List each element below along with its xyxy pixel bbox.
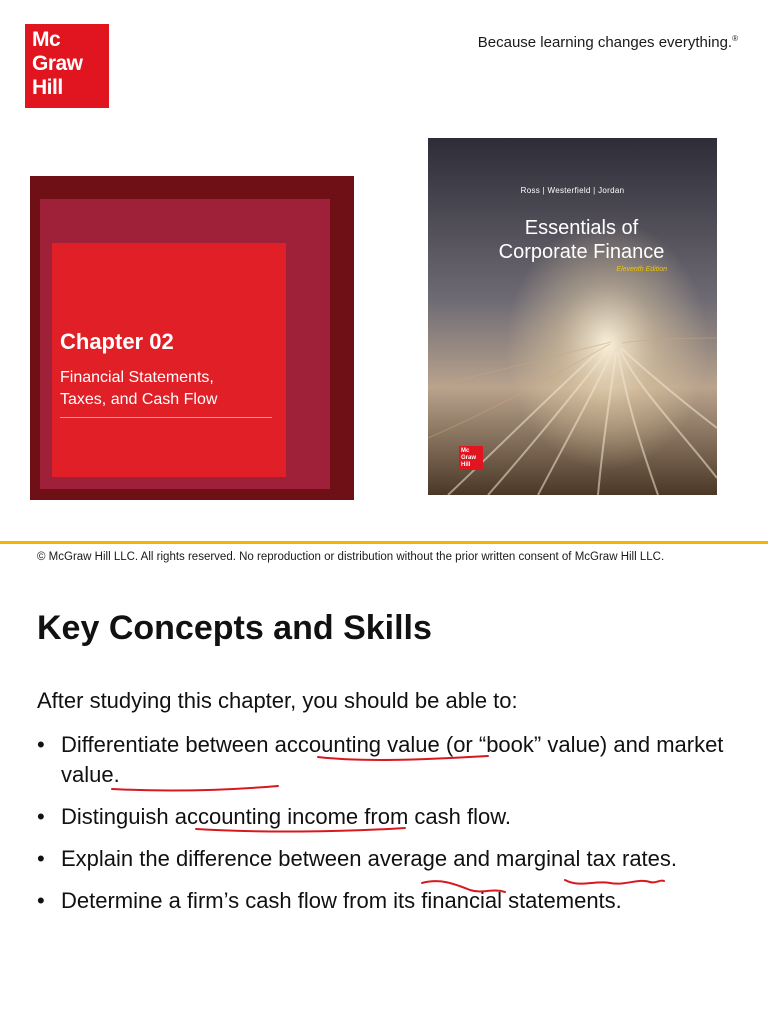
slide-heading: Key Concepts and Skills xyxy=(37,609,432,647)
book-publisher-logo xyxy=(459,446,483,470)
tagline-text: Because learning changes everything. xyxy=(477,34,733,51)
bullet-icon: • xyxy=(37,732,45,757)
underlined-term: accounting income xyxy=(174,804,359,829)
list-item xyxy=(37,802,737,832)
chapter-title: Chapter 02 xyxy=(60,329,174,354)
list-item xyxy=(37,886,737,916)
book-title-line-1: Essentials of xyxy=(524,217,639,239)
book-authors: Ross | Westerfield | Jordan xyxy=(520,186,625,195)
mcgraw-hill-logo xyxy=(25,24,109,108)
bullet-text: Explain the difference between xyxy=(61,846,368,871)
book-title-line-2: Corporate Finance xyxy=(498,241,665,263)
bullet-text: Differentiate between xyxy=(61,732,275,757)
book-logo-line-3: Hill xyxy=(461,462,471,468)
book-logo-line-1: Mc xyxy=(461,448,470,454)
chapter-subtitle-line-1: Financial Statements, xyxy=(60,369,214,386)
slide-divider xyxy=(0,541,768,544)
bullet-text: from cash flow. xyxy=(358,804,512,829)
logo-line-3: Hill xyxy=(32,76,63,99)
registered-mark: ® xyxy=(732,34,738,43)
bullet-text: and xyxy=(447,846,497,871)
slide-intro: After studying this chapter, you should be able to: xyxy=(37,688,518,713)
logo-line-1: Mc xyxy=(32,28,61,51)
underlined-term: average xyxy=(367,846,448,871)
underlined-term: marginal xyxy=(496,846,581,871)
book-edition: Eleventh Edition xyxy=(616,266,667,273)
copyright-notice: © McGraw Hill LLC. All rights reserved. No reproduction or distribution without the prior written consent of McGraw Hill LLC. xyxy=(37,551,665,563)
bullet-text: Determine a firm’s cash flow from its financial statements. xyxy=(61,888,622,913)
underlined-term: market value. xyxy=(61,732,724,787)
key-concepts-list xyxy=(37,730,737,928)
bullet-text: tax rates. xyxy=(580,846,678,871)
bullet-icon: • xyxy=(37,888,45,913)
bullet-icon: • xyxy=(37,846,45,871)
chapter-card xyxy=(52,243,286,477)
bullet-icon: • xyxy=(37,804,45,829)
bullet-text: (or “book” value) and xyxy=(439,732,657,757)
book-logo-line-2: Graw xyxy=(461,455,477,461)
chapter-subtitle xyxy=(60,367,272,418)
list-item xyxy=(37,844,737,874)
bullet-text: Distinguish xyxy=(61,804,175,829)
book-title xyxy=(428,216,717,264)
underlined-term: accounting value xyxy=(274,732,440,757)
list-item xyxy=(37,730,737,790)
logo-line-2: Graw xyxy=(32,52,83,75)
tagline xyxy=(478,34,738,51)
book-cover xyxy=(428,138,717,495)
chapter-subtitle-line-2: Taxes, and Cash Flow xyxy=(60,391,218,408)
